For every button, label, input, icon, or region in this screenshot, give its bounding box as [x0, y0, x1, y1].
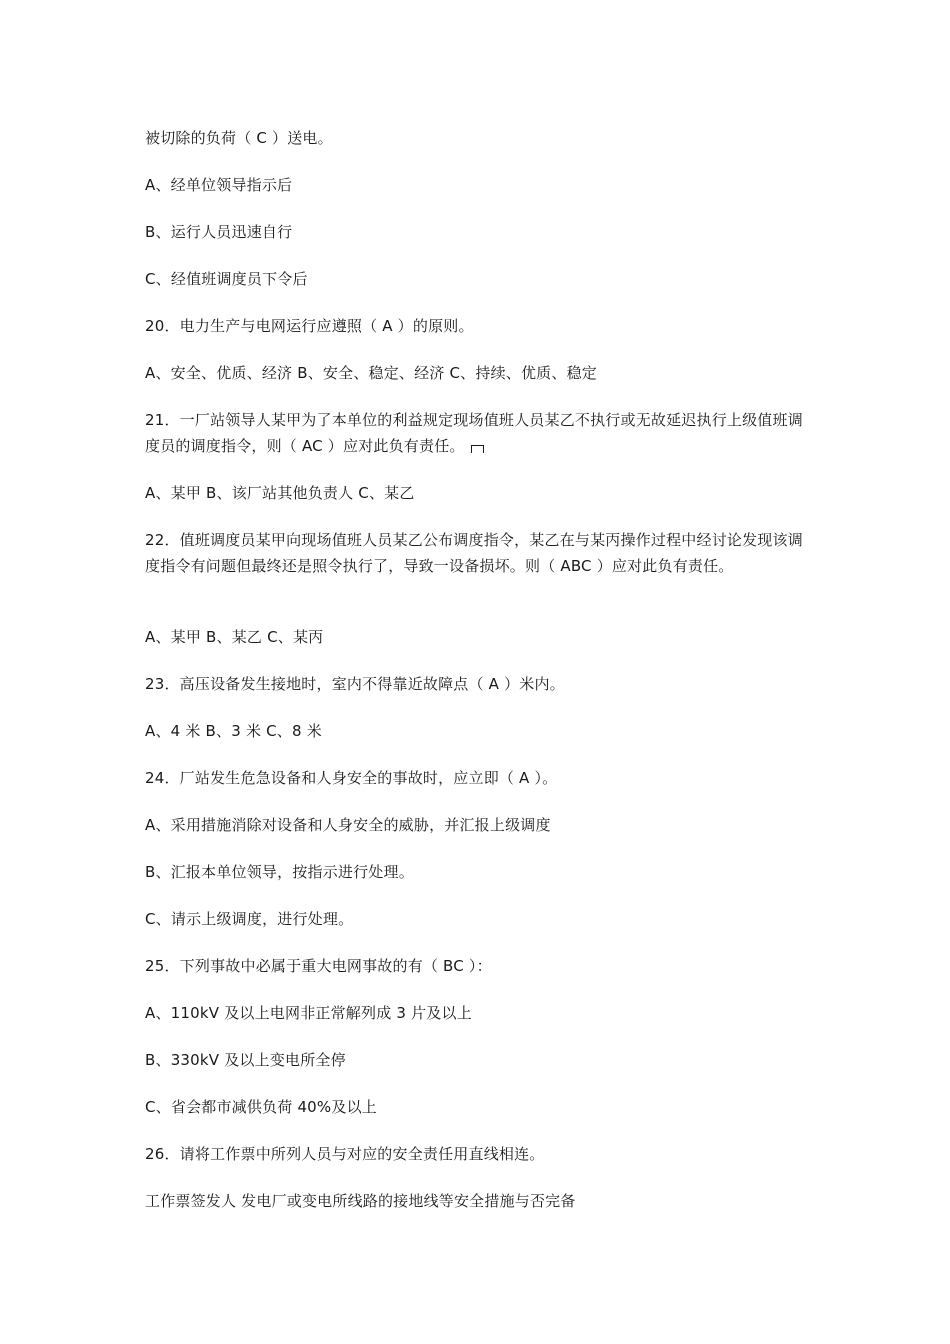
option-q24-a: A、采用措施消除对设备和人身安全的威胁，并汇报上级调度: [145, 816, 551, 834]
options-q20: A、安全、优质、经济 B、安全、稳定、经济 C、持续、优质、稳定: [145, 364, 597, 382]
question-22: 22．值班调度员某甲向现场值班人员某乙公布调度指令，某乙在与某丙操作过程中经讨论发现该调度指令有问题但最终还是照令执行了，导致一设备损坏。则（ ABC ）应对此负有责任。: [145, 531, 803, 575]
question-24: 24．厂站发生危急设备和人身安全的事故时，应立即（ A ）。: [145, 769, 558, 787]
q26-matching-row: 工作票签发人 发电厂或变电所线路的接地线等安全措施与否完备: [145, 1192, 576, 1210]
question-26: 26．请将工作票中所列人员与对应的安全责任用直线相连。: [145, 1145, 545, 1163]
question-23: 23．高压设备发生接地时，室内不得靠近故障点（ A ）米内。: [145, 675, 565, 693]
paragraph-q19-tail: 被切除的负荷（ C ）送电。: [145, 129, 333, 147]
option-q19-b: B、运行人员迅速自行: [145, 223, 293, 241]
option-q25-c: C、省会都市减供负荷 40%及以上: [145, 1098, 377, 1116]
option-q25-b: B、330kV 及以上变电所全停: [145, 1051, 346, 1069]
text-cursor-mark: [471, 445, 484, 453]
option-q25-a: A、110kV 及以上电网非正常解列成 3 片及以上: [145, 1004, 472, 1022]
options-q22: A、某甲 B、某乙 C、某丙: [145, 628, 324, 646]
question-21: [145, 407, 810, 459]
question-20: 20．电力生产与电网运行应遵照（ A ）的原则。: [145, 317, 474, 335]
question-21-text: 21．一厂站领导人某甲为了本单位的利益规定现场值班人员某乙不执行或无故延迟执行上级值班调度员的调度指令，则（ AC ）应对此负有责任。: [145, 411, 803, 455]
option-q24-c: C、请示上级调度，进行处理。: [145, 910, 354, 928]
option-q24-b: B、汇报本单位领导，按指示进行处理。: [145, 863, 414, 881]
question-25: 25．下列事故中必属于重大电网事故的有（ BC ）：: [145, 957, 492, 975]
option-q19-c: C、经值班调度员下令后: [145, 270, 308, 288]
options-q23: A、4 米 B、3 米 C、8 米: [145, 722, 322, 740]
options-q21: A、某甲 B、该厂站其他负责人 C、某乙: [145, 484, 415, 502]
option-q19-a: A、经单位领导指示后: [145, 176, 293, 194]
